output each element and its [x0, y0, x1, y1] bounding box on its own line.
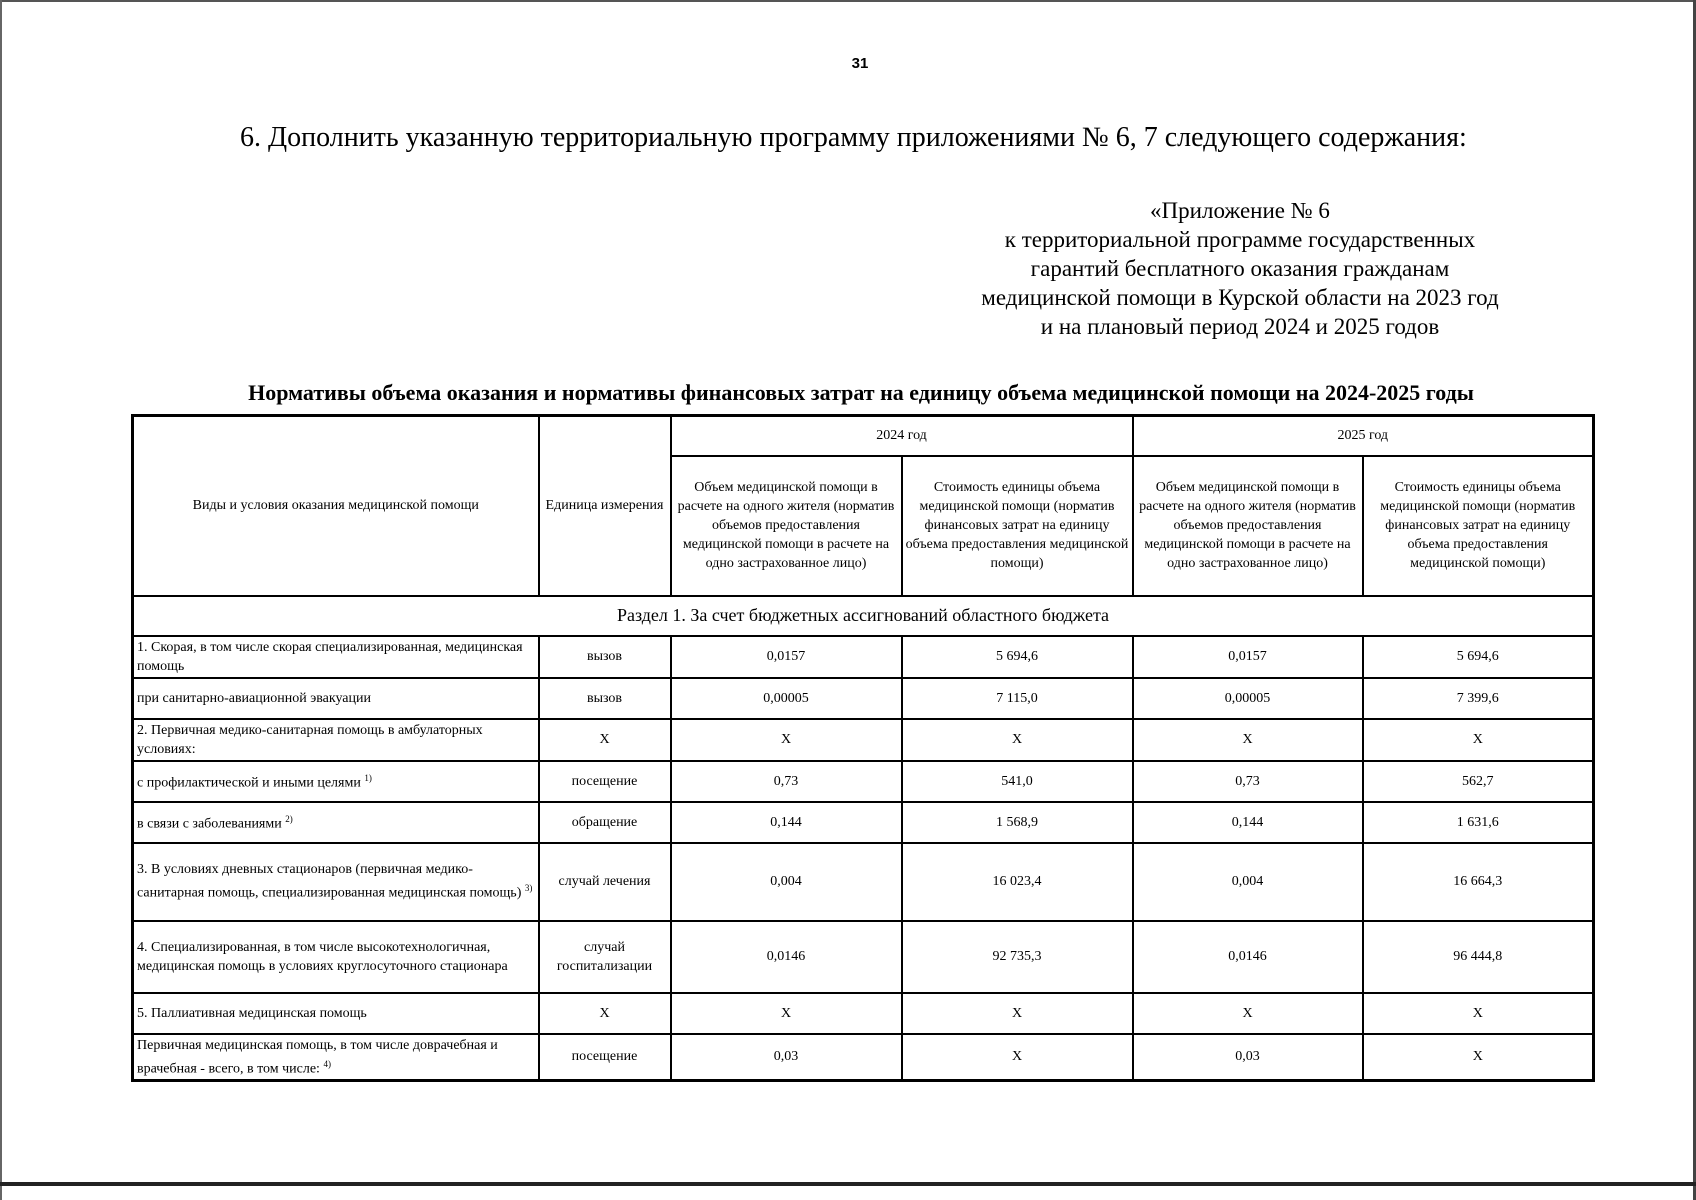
header-volume-2024: Объем медицинской помощи в расчете на одного жителя (норматив объемов предоставления медицинской помощи в расчете на одно застрахованное лицо) [671, 456, 902, 596]
row-name-cell [133, 719, 539, 761]
cost-2024-cell: X [902, 1034, 1133, 1081]
row-name: Первичная медицинская помощь, в том числе доврачебная и врачебная - всего, в том числе: [137, 1037, 498, 1077]
norms-table [131, 414, 1595, 1082]
row-name: при санитарно-авиационной эвакуации [137, 690, 371, 706]
row-name-cell [133, 843, 539, 921]
row-name: 1. Скорая, в том числе скорая специализированная, медицинская помощь [137, 639, 523, 674]
appendix-line: к территориальной программе государственных [1004, 227, 1476, 252]
row-name: в связи с заболеваниями [137, 816, 282, 832]
cost-2025-cell: 562,7 [1363, 761, 1594, 802]
intro-paragraph: 6. Дополнить указанную территориальную программу приложениями № 6, 7 следующего содержания: [240, 122, 1467, 153]
unit-cell: вызов [539, 636, 671, 678]
cost-2025-cell: 16 664,3 [1363, 843, 1594, 921]
footnote-mark: 2) [285, 814, 293, 825]
volume-2025-cell: 0,0146 [1133, 921, 1363, 993]
cost-2025-cell: 5 694,6 [1363, 636, 1594, 678]
volume-2024-cell: X [671, 993, 902, 1034]
table-row [133, 1034, 1594, 1081]
unit-cell: вызов [539, 678, 671, 719]
unit-cell: случай лечения [539, 843, 671, 921]
table-title: Нормативы объема оказания и нормативы финансовых затрат на единицу объема медицинской помощи на 2024-2025 годы [248, 380, 1474, 405]
cost-2024-cell: 92 735,3 [902, 921, 1133, 993]
row-name: 5. Паллиативная медицинская помощь [137, 1005, 367, 1021]
header-volume-2025: Объем медицинской помощи в расчете на одного жителя (норматив объемов предоставления медицинской помощи в расчете на одно застрахованное лицо) [1133, 456, 1363, 596]
row-name-cell [133, 636, 539, 678]
row-name: с профилактической и иными целями [137, 775, 361, 791]
row-name-cell [133, 678, 539, 719]
cost-2025-cell: X [1363, 719, 1594, 761]
volume-2024-cell: 0,0146 [671, 921, 902, 993]
volume-2024-cell: 0,004 [671, 843, 902, 921]
row-name-cell [133, 1034, 539, 1081]
cost-2025-cell: 7 399,6 [1363, 678, 1594, 719]
row-name-cell [133, 761, 539, 802]
row-name-cell [133, 802, 539, 843]
section-1-heading: Раздел 1. За счет бюджетных ассигнований областного бюджета [133, 596, 1594, 636]
unit-cell: обращение [539, 802, 671, 843]
row-name-cell [133, 921, 539, 993]
volume-2025-cell: X [1133, 719, 1363, 761]
volume-2025-cell: 0,144 [1133, 802, 1363, 843]
header-year-2025: 2025 год [1133, 416, 1594, 456]
scan-top-edge [0, 0, 1696, 2]
volume-2025-cell: 0,03 [1133, 1034, 1363, 1081]
header-cost-2024: Стоимость единицы объема медицинской помощи (норматив финансовых затрат на единицу объема предоставления медицинской помощи) [902, 456, 1133, 596]
volume-2025-cell: 0,0157 [1133, 636, 1363, 678]
table-row [133, 719, 1594, 761]
table-row [133, 802, 1594, 843]
footnote-mark: 4) [323, 1058, 331, 1069]
appendix-line: гарантий бесплатного оказания гражданам [1030, 256, 1450, 281]
volume-2024-cell: 0,00005 [671, 678, 902, 719]
volume-2025-cell: X [1133, 993, 1363, 1034]
scan-left-edge [0, 0, 2, 1200]
cost-2024-cell: 7 115,0 [902, 678, 1133, 719]
cost-2024-cell: X [902, 993, 1133, 1034]
cost-2025-cell: X [1363, 993, 1594, 1034]
cost-2024-cell: X [902, 719, 1133, 761]
appendix-header [960, 196, 1520, 341]
volume-2024-cell: X [671, 719, 902, 761]
volume-2025-cell: 0,004 [1133, 843, 1363, 921]
unit-cell: случай госпитализации [539, 921, 671, 993]
header-unit: Единица измерения [539, 416, 671, 596]
appendix-line: медицинской помощи в Курской области на 2023 год [981, 285, 1499, 310]
row-name: 3. В условиях дневных стационаров (первичная медико-санитарная помощь, специализированная медицинская помощь) [137, 862, 522, 901]
row-name: 4. Специализированная, в том числе высокотехнологичная, медицинская помощь в условиях круглосуточного стационара [137, 939, 508, 974]
footnote-mark: 3) [524, 883, 533, 894]
table-row [133, 636, 1594, 678]
cost-2024-cell: 5 694,6 [902, 636, 1133, 678]
table-row [133, 993, 1594, 1034]
header-year-2024: 2024 год [671, 416, 1133, 456]
volume-2025-cell: 0,00005 [1133, 678, 1363, 719]
volume-2024-cell: 0,0157 [671, 636, 902, 678]
footnote-mark: 1) [364, 773, 372, 784]
table-row [133, 761, 1594, 802]
cost-2025-cell: 96 444,8 [1363, 921, 1594, 993]
cost-2025-cell: X [1363, 1034, 1594, 1081]
header-kind: Виды и условия оказания медицинской помощи [133, 416, 539, 596]
volume-2024-cell: 0,73 [671, 761, 902, 802]
unit-cell: посещение [539, 1034, 671, 1081]
cost-2024-cell: 1 568,9 [902, 802, 1133, 843]
page-number: 31 [851, 55, 869, 72]
appendix-line: и на плановый период 2024 и 2025 годов [1040, 314, 1440, 339]
scan-bottom-edge [0, 1182, 1696, 1186]
volume-2024-cell: 0,144 [671, 802, 902, 843]
appendix-line: «Приложение № 6 [1150, 198, 1330, 223]
unit-cell: X [539, 993, 671, 1034]
cost-2025-cell: 1 631,6 [1363, 802, 1594, 843]
table-row [133, 921, 1594, 993]
cost-2024-cell: 541,0 [902, 761, 1133, 802]
table-row [133, 678, 1594, 719]
cost-2024-cell: 16 023,4 [902, 843, 1133, 921]
volume-2025-cell: 0,73 [1133, 761, 1363, 802]
unit-cell: X [539, 719, 671, 761]
volume-2024-cell: 0,03 [671, 1034, 902, 1081]
unit-cell: посещение [539, 761, 671, 802]
header-cost-2025: Стоимость единицы объема медицинской помощи (норматив финансовых затрат на единицу объема предоставления медицинской помощи) [1363, 456, 1594, 596]
table-row [133, 843, 1594, 921]
row-name: 2. Первичная медико-санитарная помощь в амбулаторных условиях: [137, 722, 483, 757]
row-name-cell [133, 993, 539, 1034]
